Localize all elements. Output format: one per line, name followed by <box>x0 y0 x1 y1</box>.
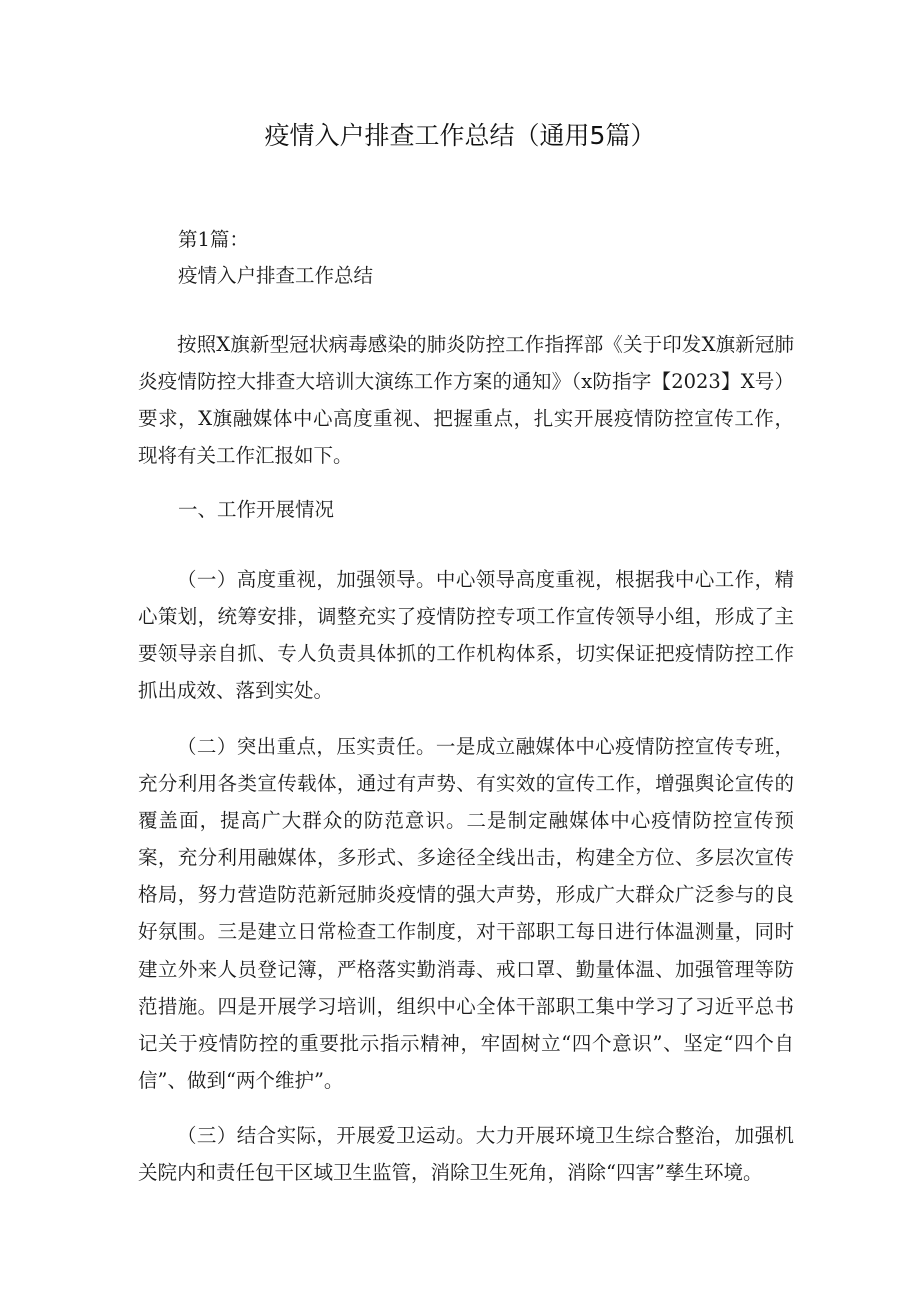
paragraph-leadership: （一）高度重视，加强领导。中心领导高度重视，根据我中心工作，精心策划，统筹安排，调整充实了疫情防控专项工作宣传领导小组，形成了主要领导亲自抓、专人负责具体抓的工作机构体系，切实保证把疫情防控工作抓出成效、落到实处。 <box>138 568 794 703</box>
section-label: 第1篇： <box>178 228 249 251</box>
paragraph-hygiene: （三）结合实际，开展爱卫运动。大力开展环境卫生综合整治，加强机关院内和责任包干区域卫生监管，消除卫生死角，消除“四害”孳生环境。 <box>138 1124 794 1185</box>
section-subtitle: 疫情入户排查工作总结 <box>178 264 374 287</box>
paragraph-intro: 按照X旗新型冠状病毒感染的肺炎防控工作指挥部《关于印发X旗新冠肺炎疫情防控大排查大培训大演练工作方案的通知》（x防指字【2023】X号）要求，X旗融媒体中心高度重视、把握重点，扎实开展疫情防控宣传工作，现将有关工作汇报如下。 <box>138 333 794 468</box>
heading-work-status: 一、工作开展情况 <box>178 498 335 521</box>
document-title: 疫情入户排查工作总结（通用5篇） <box>264 121 656 150</box>
paragraph-responsibility: （二）突出重点，压实责任。一是成立融媒体中心疫情防控宣传专班，充分利用各类宣传载体，通过有声势、有实效的宣传工作，增强舆论宣传的覆盖面，提高广大群众的防范意识。二是制定融媒体中心疫情防控宣传预案，充分利用融媒体，多形式、多途径全线出击，构建全方位、多层次宣传格局，努力营造防范新冠肺炎疫情的强大声势，形成广大群众广泛参与的良好氛围。三是建立日常检查工作制度，对干部职工每日进行体温测量，同时建立外来人员登记簿，严格落实勤消毒、戒口罩、勤量体温、加强管理等防范措施。四是开展学习培训，组织中心全体干部职工集中学习了习近平总书记关于疫情防控的重要批示指示精神，牢固树立“四个意识”、坚定“四个自信”、做到“两个维护”。 <box>138 735 794 1092</box>
